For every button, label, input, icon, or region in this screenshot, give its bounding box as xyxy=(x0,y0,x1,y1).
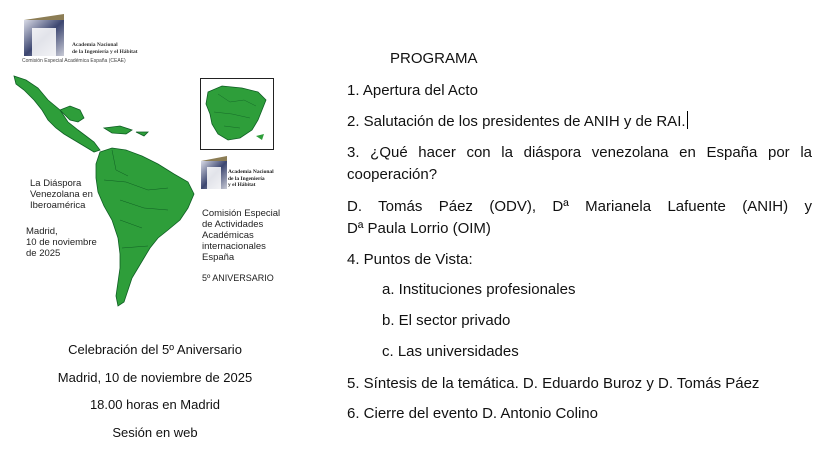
academy-logo-mid xyxy=(200,155,290,195)
info-time: 18.00 horas en Madrid xyxy=(89,397,221,412)
program-subitem-a: a. Instituciones profesionales xyxy=(382,281,576,298)
speakers-line2: Dª Paula Lorrio (OIM) xyxy=(347,220,491,237)
program-item-4: 4. Puntos de Vista: xyxy=(347,251,473,268)
program-item-5: 5. Síntesis de la temática. D. Eduardo Buroz y D. Tomás Páez xyxy=(347,375,760,392)
academy-name: Academia Nacional de la Ingeniería y el Hábitat xyxy=(72,42,138,55)
info-session: Sesión en web xyxy=(112,425,198,440)
academy-logo-top xyxy=(22,12,172,68)
speakers-line1: D. Tomás Páez (ODV), Dª Marianela Lafuente (ANIH) y xyxy=(347,198,812,215)
info-celebration: Celebración del 5º Aniversario xyxy=(68,342,242,357)
event-title: La Diáspora Venezolana en Iberoamérica xyxy=(30,178,93,211)
program-item-2 xyxy=(347,111,812,133)
program-item-1: 1. Apertura del Acto xyxy=(347,82,478,99)
commission-name: Comisión Especial de Actividades Académicas internacionales España xyxy=(202,208,281,263)
event-place-date: Madrid, 10 de noviembre de 2025 xyxy=(26,226,97,259)
text-cursor xyxy=(687,111,688,129)
anniversary-badge: 5º ANIVERSARIO xyxy=(202,273,274,283)
program-item-6: 6. Cierre del evento D. Antonio Colino xyxy=(347,405,598,422)
academy-subname: Comisión Especial Académica España (CEAE) xyxy=(22,58,126,64)
program-title: PROGRAMA xyxy=(390,50,478,67)
program-subitem-c: c. Las universidades xyxy=(382,343,519,360)
program-item-3-line1: 3. ¿Qué hacer con la diáspora venezolana en España por la xyxy=(347,144,812,161)
info-date: Madrid, 10 de noviembre de 2025 xyxy=(57,370,253,385)
academy-name-mid: Academia Nacional de la Ingeniería y el Hábitat xyxy=(228,169,274,188)
program-subitem-b: b. El sector privado xyxy=(382,312,511,329)
program-item-3-line2: cooperación? xyxy=(347,166,438,183)
program-item-2-text: 2. Salutación de los presidentes de ANIH y de RAI. xyxy=(347,113,686,130)
spain-map-icon xyxy=(200,78,274,150)
